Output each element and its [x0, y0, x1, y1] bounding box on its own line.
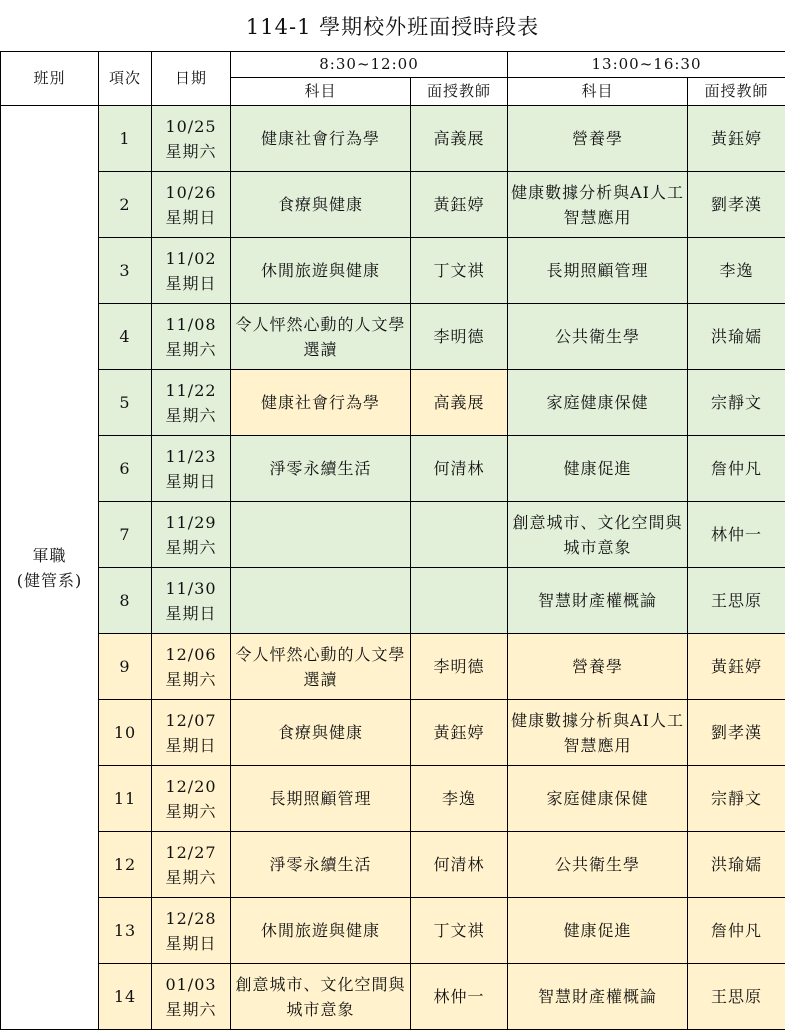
row-weekday: 星期六	[152, 799, 230, 824]
page-title: 114-1 學期校外班面授時段表	[0, 0, 785, 52]
pm-subject: 健康數據分析與AI人工智慧應用	[508, 172, 688, 238]
class-name-cell	[1, 106, 99, 1030]
row-date-value: 12/07	[152, 708, 230, 733]
row-weekday: 星期六	[152, 997, 230, 1022]
pm-teacher: 洪瑜嬬	[688, 304, 785, 370]
row-date	[152, 106, 231, 172]
header-am-teacher: 面授教師	[411, 78, 508, 106]
pm-subject: 創意城市、文化空間與城市意象	[508, 502, 688, 568]
row-date-value: 10/26	[152, 180, 230, 205]
am-teacher: 何清林	[411, 436, 508, 502]
am-teacher: 黃鈺婷	[411, 700, 508, 766]
row-index: 4	[99, 304, 152, 370]
pm-teacher: 宗靜文	[688, 766, 785, 832]
schedule-table	[0, 51, 785, 1030]
row-index: 14	[99, 964, 152, 1030]
row-date	[152, 304, 231, 370]
row-weekday: 星期六	[152, 865, 230, 890]
table-row	[1, 832, 785, 898]
pm-subject: 健康促進	[508, 898, 688, 964]
am-teacher	[411, 502, 508, 568]
pm-teacher: 黃鈺婷	[688, 634, 785, 700]
row-date	[152, 502, 231, 568]
row-index: 12	[99, 832, 152, 898]
am-subject	[231, 568, 411, 634]
row-date-value: 11/22	[152, 378, 230, 403]
row-weekday: 星期六	[152, 667, 230, 692]
pm-teacher: 劉孝漢	[688, 700, 785, 766]
am-teacher: 丁文祺	[411, 238, 508, 304]
row-index: 5	[99, 370, 152, 436]
class-name-line2: (健管系)	[1, 568, 98, 593]
row-index: 3	[99, 238, 152, 304]
header-pm-teacher: 面授教師	[688, 78, 785, 106]
pm-teacher: 詹仲凡	[688, 436, 785, 502]
row-date-value: 11/08	[152, 312, 230, 337]
table-row	[1, 700, 785, 766]
table-row	[1, 634, 785, 700]
am-teacher: 李明德	[411, 634, 508, 700]
header-class: 班別	[1, 52, 99, 106]
am-teacher: 李明德	[411, 304, 508, 370]
row-date-value: 10/25	[152, 114, 230, 139]
row-date-value: 12/28	[152, 906, 230, 931]
row-index: 7	[99, 502, 152, 568]
row-date-value: 12/06	[152, 642, 230, 667]
row-date-value: 11/02	[152, 246, 230, 271]
am-teacher: 高義展	[411, 106, 508, 172]
row-date-value: 01/03	[152, 972, 230, 997]
am-teacher: 李逸	[411, 766, 508, 832]
pm-subject: 家庭健康保健	[508, 370, 688, 436]
table-row	[1, 106, 785, 172]
row-weekday: 星期日	[152, 469, 230, 494]
row-index: 11	[99, 766, 152, 832]
pm-teacher: 林仲一	[688, 502, 785, 568]
am-subject: 健康社會行為學	[231, 106, 411, 172]
am-subject: 食療與健康	[231, 172, 411, 238]
am-subject: 長期照顧管理	[231, 766, 411, 832]
row-index: 6	[99, 436, 152, 502]
table-row	[1, 568, 785, 634]
row-date	[152, 634, 231, 700]
row-date-value: 11/29	[152, 510, 230, 535]
row-date	[152, 370, 231, 436]
row-weekday: 星期日	[152, 205, 230, 230]
table-row	[1, 964, 785, 1030]
pm-subject: 公共衛生學	[508, 832, 688, 898]
row-weekday: 星期日	[152, 733, 230, 758]
table-row	[1, 436, 785, 502]
pm-teacher: 洪瑜嬬	[688, 832, 785, 898]
pm-subject: 健康促進	[508, 436, 688, 502]
row-index: 13	[99, 898, 152, 964]
header-afternoon-session: 13:00~16:30	[508, 52, 785, 78]
am-subject: 食療與健康	[231, 700, 411, 766]
row-date	[152, 898, 231, 964]
row-date	[152, 964, 231, 1030]
row-date	[152, 238, 231, 304]
am-teacher: 林仲一	[411, 964, 508, 1030]
row-date	[152, 700, 231, 766]
am-subject: 休閒旅遊與健康	[231, 238, 411, 304]
pm-teacher: 王思原	[688, 964, 785, 1030]
table-row	[1, 502, 785, 568]
row-index: 10	[99, 700, 152, 766]
table-row	[1, 766, 785, 832]
row-date	[152, 436, 231, 502]
am-teacher: 何清林	[411, 832, 508, 898]
am-teacher	[411, 568, 508, 634]
header-am-subject: 科目	[231, 78, 411, 106]
row-weekday: 星期六	[152, 403, 230, 428]
table-row	[1, 172, 785, 238]
row-index: 2	[99, 172, 152, 238]
header-date: 日期	[152, 52, 231, 106]
row-weekday: 星期日	[152, 271, 230, 296]
table-row	[1, 370, 785, 436]
row-date	[152, 832, 231, 898]
table-row	[1, 238, 785, 304]
am-subject	[231, 502, 411, 568]
row-index: 8	[99, 568, 152, 634]
header-row-times	[1, 52, 785, 78]
row-weekday: 星期日	[152, 601, 230, 626]
am-subject: 創意城市、文化空間與城市意象	[231, 964, 411, 1030]
class-name-line1: 軍職	[1, 543, 98, 568]
row-weekday: 星期六	[152, 337, 230, 362]
pm-teacher: 黃鈺婷	[688, 106, 785, 172]
header-index: 項次	[99, 52, 152, 106]
pm-subject: 公共衛生學	[508, 304, 688, 370]
pm-subject: 智慧財產權概論	[508, 964, 688, 1030]
row-date-value: 11/23	[152, 444, 230, 469]
row-index: 1	[99, 106, 152, 172]
pm-subject: 營養學	[508, 106, 688, 172]
am-teacher: 黃鈺婷	[411, 172, 508, 238]
row-weekday: 星期六	[152, 139, 230, 164]
pm-subject: 智慧財產權概論	[508, 568, 688, 634]
row-date-value: 12/20	[152, 774, 230, 799]
row-date-value: 12/27	[152, 840, 230, 865]
table-row	[1, 898, 785, 964]
am-teacher: 高義展	[411, 370, 508, 436]
row-index: 9	[99, 634, 152, 700]
header-pm-subject: 科目	[508, 78, 688, 106]
pm-teacher: 王思原	[688, 568, 785, 634]
am-subject: 淨零永續生活	[231, 832, 411, 898]
table-row	[1, 304, 785, 370]
pm-subject: 健康數據分析與AI人工智慧應用	[508, 700, 688, 766]
am-subject: 令人怦然心動的人文學選讀	[231, 634, 411, 700]
pm-teacher: 宗靜文	[688, 370, 785, 436]
row-date	[152, 172, 231, 238]
am-subject: 休閒旅遊與健康	[231, 898, 411, 964]
pm-subject: 家庭健康保健	[508, 766, 688, 832]
pm-subject: 營養學	[508, 634, 688, 700]
am-subject: 淨零永續生活	[231, 436, 411, 502]
header-morning-session: 8:30~12:00	[231, 52, 508, 78]
row-date	[152, 766, 231, 832]
row-date-value: 11/30	[152, 576, 230, 601]
row-weekday: 星期六	[152, 535, 230, 560]
row-weekday: 星期日	[152, 931, 230, 956]
pm-teacher: 詹仲凡	[688, 898, 785, 964]
am-teacher: 丁文祺	[411, 898, 508, 964]
pm-subject: 長期照顧管理	[508, 238, 688, 304]
am-subject: 健康社會行為學	[231, 370, 411, 436]
am-subject: 令人怦然心動的人文學選讀	[231, 304, 411, 370]
row-date	[152, 568, 231, 634]
pm-teacher: 劉孝漢	[688, 172, 785, 238]
pm-teacher: 李逸	[688, 238, 785, 304]
